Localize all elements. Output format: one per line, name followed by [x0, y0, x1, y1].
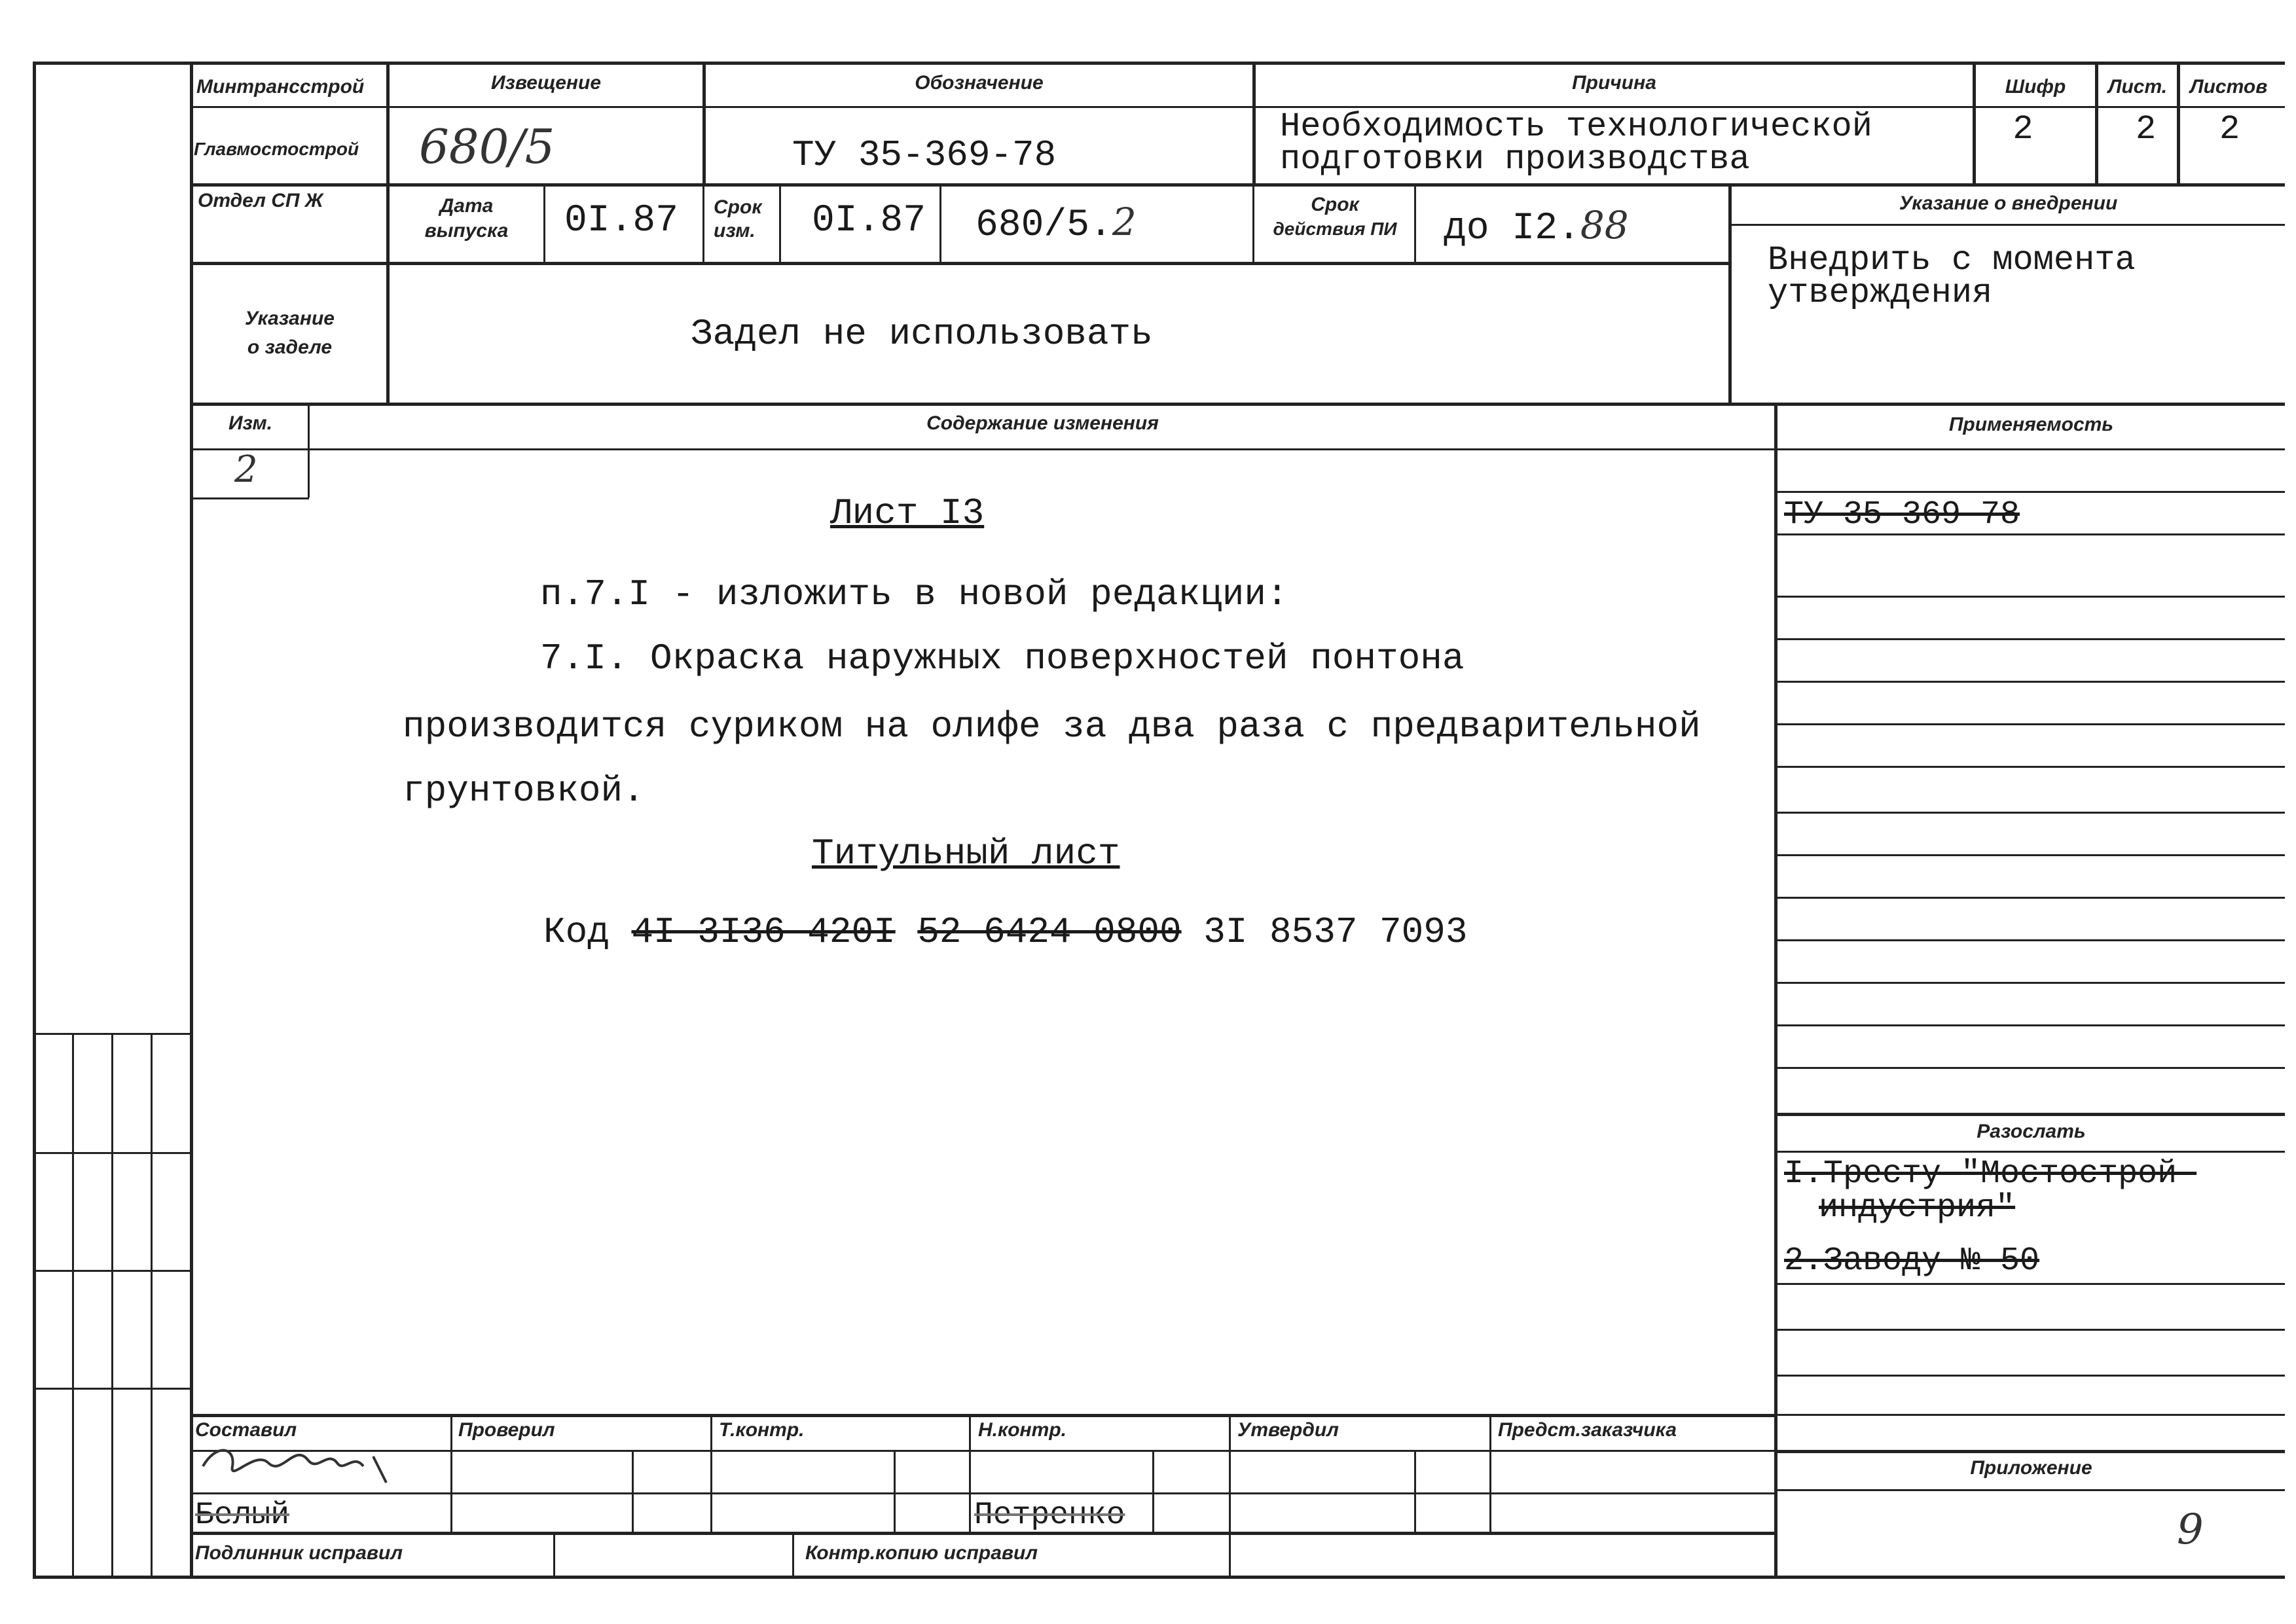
sig-norm-control-label: Н.контр.	[978, 1419, 1066, 1441]
ruled-line	[1774, 1489, 2285, 1491]
code-new: 3I 8537 7093	[1203, 911, 1468, 953]
ruled-line	[1774, 596, 2285, 598]
header-line	[190, 106, 2285, 108]
frame-left-line	[33, 62, 36, 1577]
ruled-line	[1774, 766, 2285, 768]
signature-line	[190, 1414, 1774, 1417]
header-line	[1728, 183, 1732, 403]
frame-top-line	[33, 62, 2285, 65]
change-no-label: Изм.	[228, 412, 273, 434]
content-line-1: п.7.I - изложить в новой редакции:	[540, 573, 1288, 615]
ruled-line	[1774, 1283, 2285, 1285]
sig-compiled-name: Белый	[195, 1498, 290, 1533]
code-line	[543, 911, 1467, 953]
sheet-value: 2	[2136, 110, 2157, 149]
applicability-label: Применяемость	[1948, 414, 2114, 435]
signature-line	[1414, 1450, 1416, 1532]
signature-line	[190, 1492, 1774, 1494]
header-line	[543, 183, 545, 263]
signature-line	[1229, 1414, 1231, 1532]
ruled-line	[1774, 1375, 2285, 1377]
change-term-value: 0I.87	[812, 200, 926, 242]
content-line-4: грунтовкой.	[403, 770, 645, 812]
header-line	[190, 262, 1728, 265]
header-line	[779, 183, 781, 263]
attachment-page-mark: 9	[2177, 1506, 2204, 1554]
frame-main-left-line	[190, 62, 193, 1577]
change-term-label-1: Срок	[714, 196, 762, 218]
original-fixed-label: Подлинник исправил	[195, 1542, 403, 1564]
code-label: Шифр	[2005, 76, 2066, 98]
sheets-label: Листов	[2190, 76, 2268, 98]
ruled-line	[1774, 638, 2285, 640]
heading-sheet: Лист I3	[830, 492, 985, 534]
backlog-value: Задел не использовать	[691, 313, 1153, 355]
header-line	[1414, 183, 1416, 263]
implementation-line-2: утверждения	[1768, 274, 1993, 312]
ruled-line	[1774, 1414, 2285, 1416]
signature-line	[792, 1532, 794, 1576]
distribution-label: Разослать	[1977, 1121, 2086, 1142]
sheet-label: Лист.	[2107, 76, 2168, 98]
header-line	[1252, 183, 1254, 263]
margin-line	[111, 1033, 113, 1576]
content-divider	[1774, 403, 1777, 1577]
signature-line	[1229, 1532, 1231, 1576]
distribution-item-1-line-2: индустрия"	[1819, 1189, 2016, 1227]
ruled-line	[1774, 1450, 2285, 1453]
issue-date-label-2: выпуска	[424, 220, 509, 242]
sig-tech-control-label: Т.контр.	[719, 1419, 805, 1441]
reason-label: Причина	[1572, 72, 1656, 94]
distribution-item-1-line-1: I.Тресту "Мостострой-	[1784, 1155, 2197, 1193]
ruled-line	[1774, 533, 2285, 535]
change-term-label-2: изм.	[714, 220, 756, 242]
content-label: Содержание изменения	[926, 412, 1159, 434]
signature-line	[894, 1450, 896, 1532]
notice-label: Извещение	[490, 72, 602, 94]
header-line	[190, 183, 2285, 187]
header-line	[190, 448, 2285, 450]
sig-norm-control-name: Петренко	[974, 1498, 1125, 1533]
ruled-line	[1774, 1024, 2285, 1026]
code-old-1: 4I 3I36 420I	[631, 911, 896, 953]
code-prefix: Код	[543, 911, 610, 953]
ruled-line	[1774, 812, 2285, 814]
sig-checked-label: Проверил	[458, 1419, 555, 1441]
applicability-item: ТУ 35-369-78	[1784, 496, 2020, 533]
header-line	[2177, 62, 2180, 185]
distribution-item-2: 2.Заводу № 50	[1784, 1242, 2040, 1280]
frame-bottom-line	[33, 1576, 2285, 1579]
ruled-line	[1774, 1113, 2285, 1116]
org-ministry: Минтрансстрой	[196, 76, 365, 98]
attachment-label: Приложение	[1970, 1457, 2092, 1479]
content-line-2: 7.I. Окраска наружных поверхностей понтона	[540, 638, 1465, 679]
code-old-2: 52 6424 0800	[917, 911, 1182, 953]
designation-label: Обозначение	[915, 72, 1044, 94]
margin-line	[151, 1033, 153, 1576]
implementation-label: Указание о внедрении	[1899, 192, 2118, 214]
designation-value: ТУ 35-369-78	[792, 134, 1057, 176]
implementation-line-1: Внедрить с момента	[1768, 241, 2136, 280]
signature-line	[553, 1532, 555, 1576]
reason-line-1: Необходимость технологической	[1280, 107, 1872, 146]
signature-line	[969, 1414, 971, 1532]
content-divider	[308, 403, 310, 497]
ruled-line	[1774, 982, 2285, 984]
notice-number: 680/5	[419, 119, 555, 174]
change-ref-handwritten: 2	[1112, 200, 1137, 244]
validity-handwritten: 88	[1580, 203, 1629, 247]
content-line-3: производится суриком на олифе за два раза с предварительной	[403, 706, 1701, 748]
signature-line	[710, 1414, 712, 1532]
signature-line	[1489, 1414, 1491, 1532]
change-ref-printed: 680/5.	[975, 204, 1112, 247]
issue-date-label-1: Дата	[439, 195, 494, 217]
sig-compiled-label: Составил	[195, 1419, 297, 1441]
signature-line	[1152, 1450, 1154, 1532]
validity-label-1: Срок	[1311, 194, 1359, 215]
org-main-department: Главмостострой	[194, 139, 359, 159]
signature-line	[450, 1414, 452, 1532]
reason-line-2: подготовки производства	[1280, 140, 1750, 179]
header-line	[939, 183, 941, 263]
ruled-line	[1774, 1329, 2285, 1331]
content-divider	[190, 497, 309, 499]
issue-date-value: 0I.87	[564, 200, 679, 242]
sheets-value: 2	[2219, 110, 2240, 149]
code-value: 2	[2013, 110, 2033, 149]
sig-approved-label: Утвердил	[1237, 1419, 1339, 1441]
validity-label-2: действия ПИ	[1273, 219, 1397, 239]
ruled-line	[1774, 897, 2285, 899]
ruled-line	[1774, 491, 2285, 493]
ruled-line	[1774, 681, 2285, 683]
ruled-line	[1774, 723, 2285, 725]
backlog-label-1: Указание	[245, 308, 335, 329]
backlog-label-2: о заделе	[247, 336, 333, 358]
org-department: Отдел СП Ж	[198, 190, 323, 211]
signature-line	[632, 1450, 634, 1532]
header-line	[190, 403, 2285, 406]
validity-printed: до I2.	[1444, 208, 1580, 250]
ruled-line	[1774, 1067, 2285, 1069]
change-no-value: 2	[234, 448, 258, 491]
signature-line	[190, 1450, 1774, 1452]
ruled-line	[1774, 1151, 2285, 1153]
header-line	[702, 183, 704, 263]
ruled-line	[1774, 854, 2285, 856]
header-line	[1728, 224, 2285, 226]
signature-scribble	[196, 1437, 412, 1489]
validity-value	[1444, 203, 1629, 250]
ruled-line	[1774, 939, 2285, 941]
heading-title-sheet: Титульный лист	[812, 833, 1120, 875]
change-ref-value	[975, 200, 1137, 247]
margin-line	[72, 1033, 74, 1576]
copy-fixed-label: Контр.копию исправил	[805, 1542, 1038, 1564]
sig-customer-rep-label: Предст.заказчика	[1498, 1419, 1677, 1441]
